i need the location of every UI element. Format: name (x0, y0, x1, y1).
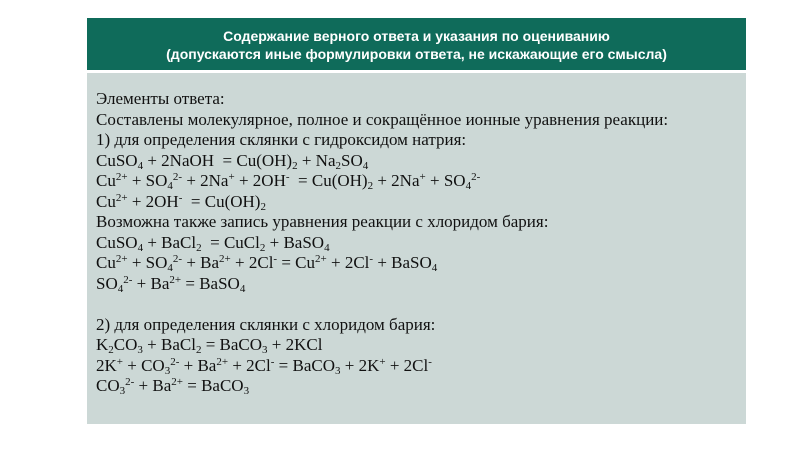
equation-short-ionic-k2co3: $CO_3^{2-} + Ba^{2+}$ = BaCO$_3$ (96, 376, 250, 397)
answer-header (87, 18, 746, 70)
equation-short-ionic-bacl2: $SO_4^{2-} + Ba^{2+}$ = BaSO$_4$ (96, 273, 246, 295)
part1-heading: 1) для определения склянки с гидроксидом натрия: (96, 130, 467, 149)
equation-full-ionic-bacl2: $Cu^{2+} + SO_4^{2-} + Ba^{2+} + 2Cl^- = Cu^{2+} + 2Cl^-$ + BaSO$_4$ (96, 253, 438, 274)
header-title: Содержание верного ответа и указания по оцениванию (223, 28, 610, 44)
intro-line: Элементы ответа: (96, 89, 225, 108)
composed-line: Составлены молекулярное, полное и сокращённое ионные уравнения реакции: (96, 109, 669, 129)
part2-heading: 2) для определения склянки с хлоридом бария: (96, 314, 436, 334)
equation-short-ionic-naoh: $Cu^{2+} + 2OH^- = Cu(OH)_2$ (96, 191, 266, 213)
answer-body (87, 73, 746, 424)
spacer (96, 294, 668, 315)
equation-full-ionic-k2co3: $2K^+ + CO_3^{2-} + Ba^{2+} + 2Cl^-$ = BaCO$_3$ + 2K+ + 2Cl- (96, 355, 432, 377)
equation-molecular-naoh: CuSO$_4$ + 2NaOH = $Cu(OH)_2 + Na_2SO_4$ (96, 150, 369, 172)
equation-full-ionic-naoh: $Cu^{2+} + SO_4^{2-} + 2Na^+ + 2OH^- = Cu(OH)_2 + 2Na^+ + SO_4^{2-}$ (96, 171, 481, 192)
equation-molecular-bacl2: CuSO$_4$ + BaCl$_2$ = CuCl$_2$ + BaSO$_4$ (96, 232, 330, 254)
equation-molecular-k2co3: $K_2CO_3$ + BaCl$_2$ = BaCO$_3$ + 2KCl (96, 335, 323, 356)
part1-alt-heading: Возможна также запись уравнения реакции с хлоридом бария: (96, 212, 549, 231)
header-subtitle: (допускаются иные формулировки ответа, не искажающие его смысла) (166, 46, 667, 62)
